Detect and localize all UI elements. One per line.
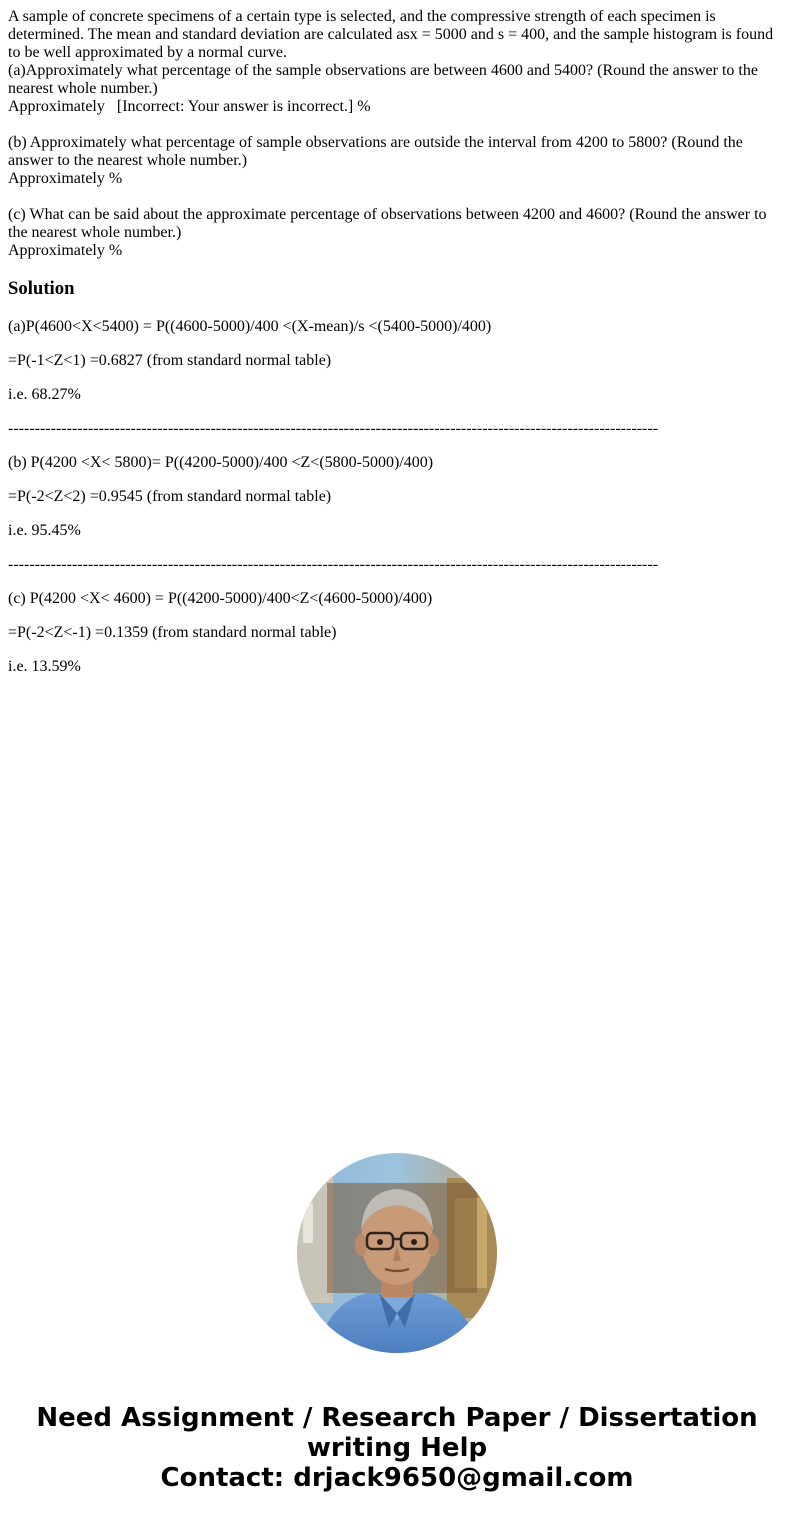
footer-contact: Contact: drjack9650@gmail.com [160,1463,634,1493]
part-b-answer-row: Approximately % [8,170,123,187]
solution-block [8,318,786,676]
solution-line: =P(-2<Z<2) =0.9545 (from standard normal table) [8,488,332,505]
question-part-a: (a)Approximately what percentage of the sample observations are between 4600 and 5400? (Round the answer to the nearest whole number.) [8,62,758,97]
question-part-b: (b) Approximately what percentage of sample observations are outside the interval from 4200 to 5800? (Round the answer to the nearest whole number.) [8,134,743,169]
document-body [8,8,786,692]
footer-line-2: writing Help [306,1433,488,1463]
part-a-feedback: [Incorrect: Your answer is incorrect.] [116,98,354,115]
part-a-answer-row [8,98,786,116]
solution-line: i.e. 13.59% [8,658,81,675]
author-avatar [297,1153,497,1353]
solution-line: i.e. 95.45% [8,522,81,539]
question-part-c: (c) What can be said about the approximate percentage of observations between 4200 and 4600? (Round the answer to the nearest whole number.) [8,206,767,241]
solution-line: (c) P(4200 <X< 4600) = P((4200-5000)/400<Z<(4600-5000)/400) [8,590,433,607]
footer-line-1: Need Assignment / Research Paper / Dissertation [36,1403,758,1433]
part-c-answer-row: Approximately % [8,242,123,259]
solution-title: Solution [8,278,75,299]
solution-line: =P(-2<Z<-1) =0.1359 (from standard normal table) [8,624,337,641]
solution-line: (b) P(4200 <X< 5800)= P((4200-5000)/400 <Z<(5800-5000)/400) [8,454,434,471]
solution-line: i.e. 68.27% [8,386,81,403]
solution-divider: -------------------------------------------------------------------------------------------------------------------------- [8,556,659,573]
question-block [8,8,786,260]
solution-line: =P(-1<Z<1) =0.6827 (from standard normal table) [8,352,332,369]
part-a-answer-prefix: Approximately [8,98,105,115]
solution-divider: -------------------------------------------------------------------------------------------------------------------------- [8,420,659,437]
solution-line: (a)P(4600<X<5400) = P((4600-5000)/400 <(X-mean)/s <(5400-5000)/400) [8,318,492,335]
question-intro: A sample of concrete specimens of a certain type is selected, and the compressive strength of each specimen is determined. The mean and standard deviation are calculated asx = 5000 and s = 400, and the sample histogram is found to be well approximated by a normal curve. [8,8,774,61]
footer-promo [0,1403,794,1493]
part-a-unit: % [357,98,371,115]
